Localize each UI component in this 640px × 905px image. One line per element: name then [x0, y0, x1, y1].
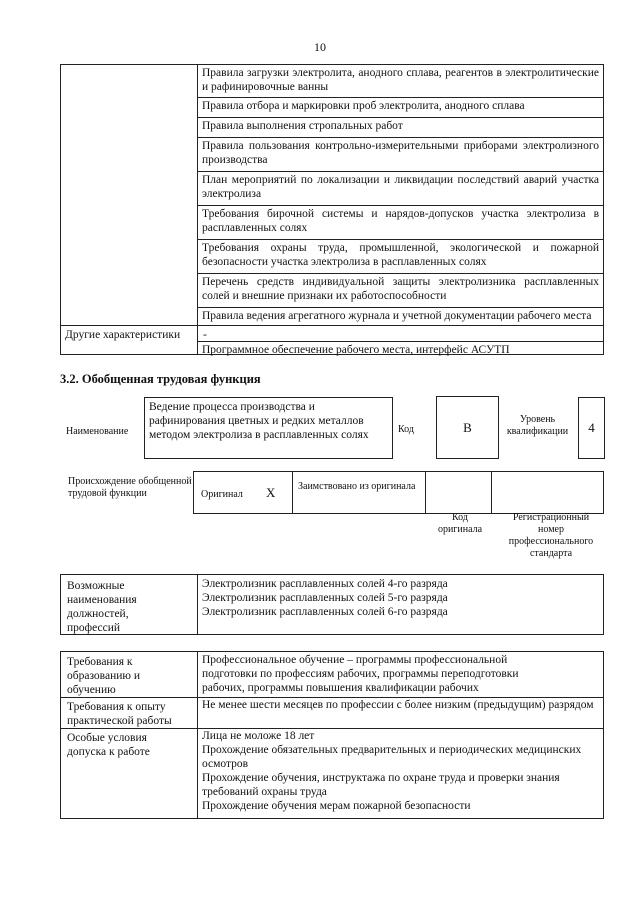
- table-row: План мероприятий по локализации и ликвидации последствий аварий участка электролиза: [198, 172, 603, 206]
- table-row: Правила пользования контрольно-измерительными приборами электролизного производства: [198, 138, 603, 172]
- level-label: Уровень квалификации: [506, 414, 569, 437]
- top-table: [60, 64, 604, 355]
- borrowed-label: Заимствовано из оригинала: [298, 481, 416, 492]
- origin-divider: [491, 472, 492, 513]
- table-row: Правила ведения агрегатного журнала и учетной документации рабочего места: [198, 308, 603, 342]
- other-characteristics-value: -: [203, 329, 207, 341]
- education-label: Требования к образованию и обучению: [67, 656, 140, 696]
- registration-number-caption: Регистрационный номер профессионального стандарта: [508, 512, 594, 559]
- table-row: Требования бирочной системы и нарядов-допусков участка электролиза в расплавленных солях: [198, 206, 603, 240]
- list-item: Электролизник расплавленных солей 4-го разряда: [202, 578, 448, 590]
- requirements-table: [60, 651, 604, 819]
- positions-label: Возможные наименования должностей, профессий: [67, 580, 137, 634]
- table-row: Требования охраны труда, промышленной, экологической и пожарной безопасности участка электролиза в расплавленных солях: [198, 240, 603, 274]
- level-box: [578, 397, 605, 459]
- list-item: Лица не моложе 18 лет: [202, 730, 315, 742]
- experience-label: Требования к опыту практической работы: [67, 701, 172, 727]
- code-box: [436, 396, 499, 459]
- table-row: Правила отбора и маркировки проб электролита, анодного сплава: [198, 98, 603, 118]
- origin-table: [193, 471, 604, 514]
- list-item: Прохождение обязательных предварительных и периодических медицинских осмотров: [202, 744, 582, 770]
- experience-value: Не менее шести месяцев по профессии с более низким (предыдущим) разрядом: [202, 699, 594, 711]
- original-mark: X: [266, 485, 276, 500]
- positions-table: [60, 574, 604, 635]
- list-item: Прохождение обучения, инструктажа по охране труда и проверки знания требований охраны труда: [202, 772, 560, 798]
- code-value: B: [463, 420, 472, 435]
- origin-divider: [292, 472, 293, 513]
- code-label: Код: [398, 424, 414, 435]
- page-number: 10: [314, 40, 326, 54]
- conditions-label: Особые условия допуска к работе: [67, 732, 150, 758]
- section-title: 3.2. Обобщенная трудовая функция: [60, 372, 261, 386]
- conditions-list: [202, 729, 587, 813]
- original-label: Оригинал: [201, 489, 243, 500]
- list-item: Прохождение обучения мерам пожарной безопасности: [202, 800, 471, 812]
- function-name: Ведение процесса производства и рафинирования цветных и редких металлов методом электролиза в расплавленных солях: [144, 397, 393, 459]
- code-original-caption: Код оригинала: [437, 512, 483, 535]
- other-characteristics-label: Другие характеристики: [65, 329, 181, 341]
- positions-list: [202, 577, 602, 619]
- table-row: Перечень средств индивидуальной защиты электролизника расплавленных солей и внешние признаки их работоспособности: [198, 274, 603, 308]
- table-row: Программное обеспечение рабочего места, интерфейс АСУТП: [202, 344, 510, 356]
- list-item: Электролизник расплавленных солей 6-го разряда: [202, 606, 448, 618]
- education-value: Профессиональное обучение – программы профессиональной подготовки по профессиям рабочих, программы переподготовки рабочих, программы повышения квалификации рабочих: [202, 654, 519, 694]
- requirements-divider: [197, 652, 198, 818]
- level-value: 4: [588, 420, 595, 435]
- origin-label: Происхождение обобщенной трудовой функции: [68, 476, 192, 499]
- table-row: Правила выполнения стропальных работ: [198, 118, 603, 138]
- top-table-items: [198, 65, 603, 360]
- positions-divider: [197, 575, 198, 634]
- name-label: Наименование: [66, 426, 129, 437]
- table-row: Правила загрузки электролита, анодного сплава, реагентов в электролитические и рафинировочные ванны: [198, 65, 603, 98]
- origin-divider: [425, 472, 426, 513]
- list-item: Электролизник расплавленных солей 5-го разряда: [202, 592, 448, 604]
